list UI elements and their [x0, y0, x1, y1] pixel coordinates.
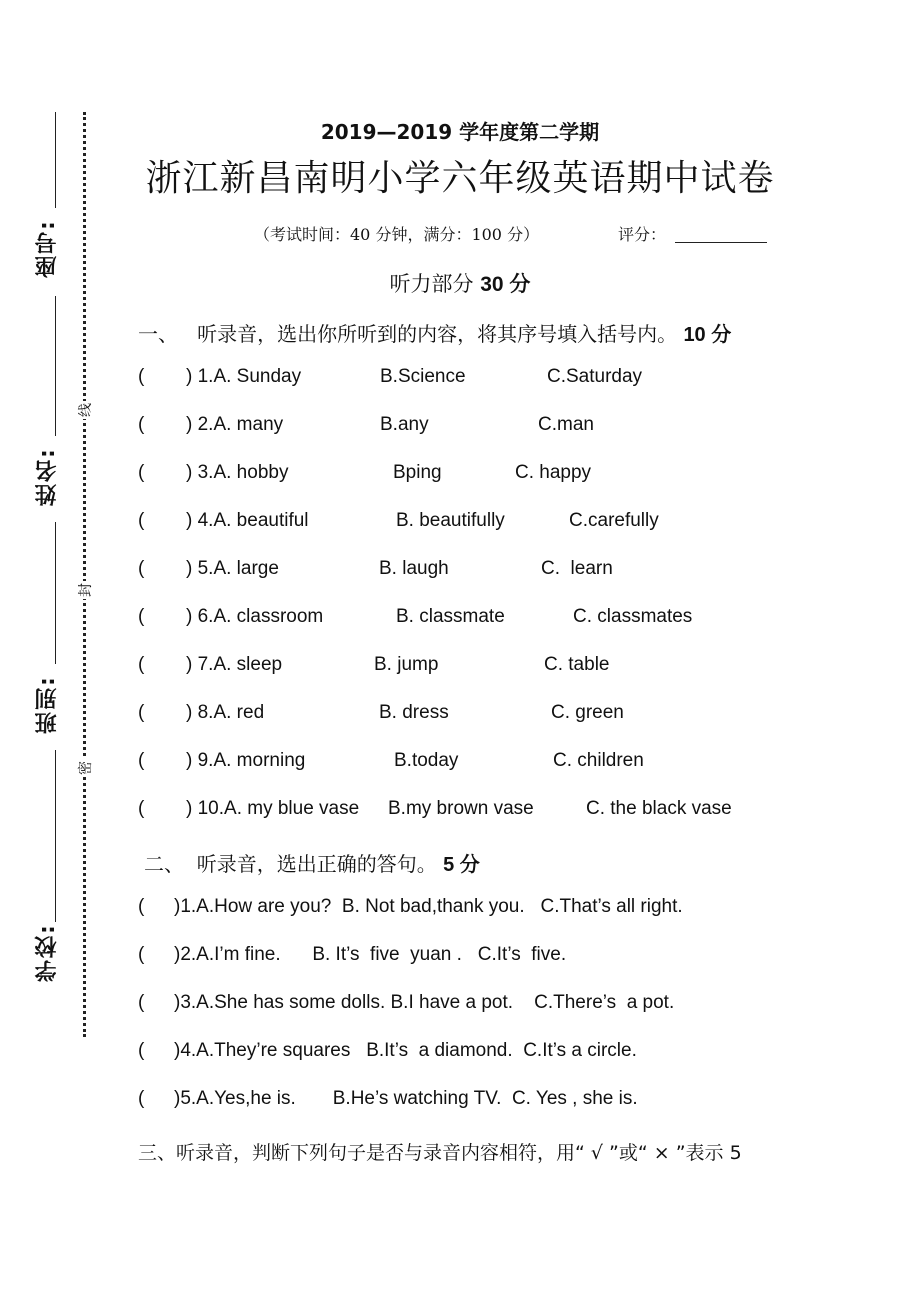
section1-heading-score: 10 分: [683, 324, 732, 346]
option-b: B. dress: [379, 702, 449, 723]
option-b: B. classmate: [396, 606, 505, 627]
answer-paren[interactable]: (: [138, 366, 145, 387]
option-a: ) 4.A. beautiful: [186, 510, 309, 531]
answer-paren[interactable]: (: [138, 944, 145, 965]
option-c: C. table: [544, 654, 610, 675]
part-title-text: 听力部分: [389, 272, 474, 296]
option-c: C.man: [538, 414, 594, 435]
option-b: B. jump: [374, 654, 439, 675]
question-text: )2.A.I’m fine. B. It’s five yuan . C.It’s five.: [174, 944, 567, 965]
score-label: 评分：: [618, 225, 667, 244]
question-text: )1.A.How are you? B. Not bad,thank you. C.That’s all right.: [174, 896, 683, 917]
answer-paren[interactable]: (: [138, 462, 145, 483]
option-c: C. learn: [541, 558, 613, 579]
option-c: C. children: [553, 750, 644, 771]
answer-paren[interactable]: (: [138, 414, 145, 435]
question-text: )3.A.She has some dolls. B.I have a pot. C.There’s a pot.: [174, 992, 675, 1013]
option-c: C. green: [551, 702, 624, 723]
option-a: ) 10.A. my blue vase: [186, 798, 360, 819]
name-line[interactable]: [55, 296, 56, 436]
option-a: ) 7.A. sleep: [186, 654, 283, 675]
class-label: 班别:: [35, 675, 60, 734]
answer-paren[interactable]: (: [138, 1088, 145, 1109]
option-c: C.carefully: [569, 510, 659, 531]
answer-paren[interactable]: (: [138, 702, 145, 723]
option-c: C. happy: [515, 462, 592, 483]
seal-char-xian: 线: [75, 401, 95, 419]
answer-paren[interactable]: (: [138, 750, 145, 771]
question-text: )5.A.Yes,he is. B.He’s watching TV. C. Yes , she is.: [174, 1088, 638, 1109]
section1-heading: [138, 318, 731, 347]
seat-number-label: 座号:: [35, 219, 60, 278]
answer-paren[interactable]: (: [138, 606, 145, 627]
name-label: 姓名:: [35, 447, 60, 506]
school-line[interactable]: [55, 750, 56, 922]
option-c: C. classmates: [573, 606, 693, 627]
option-b: Bping: [393, 462, 442, 483]
option-b: B. beautifully: [396, 510, 505, 531]
answer-paren[interactable]: (: [138, 992, 145, 1013]
exam-info: （考试时间：40 分钟，满分：100 分）: [254, 225, 540, 244]
class-line[interactable]: [55, 522, 56, 664]
score-blank[interactable]: [675, 242, 767, 243]
listening-part-title: [0, 268, 920, 298]
option-a: ) 6.A. classroom: [186, 606, 324, 627]
option-c: C. the black vase: [586, 798, 732, 819]
section2-heading-text: 二、 听录音，选出正确的答句。: [144, 852, 437, 876]
page-title: 浙江新昌南明小学六年级英语期中试卷: [145, 158, 775, 199]
school-year-line: 2019—2019 学年度第二学期: [320, 120, 600, 144]
answer-paren[interactable]: (: [138, 798, 145, 819]
option-b: B.any: [380, 414, 429, 435]
section2-heading: [144, 848, 480, 877]
option-a: ) 1.A. Sunday: [186, 366, 302, 387]
option-c: C.Saturday: [547, 366, 643, 387]
question-text: )4.A.They’re squares B.It’s a diamond. C.It’s a circle.: [174, 1040, 637, 1061]
seal-char-mi: 密: [75, 759, 95, 777]
part-title-score: 30 分: [480, 273, 531, 296]
option-b: B.Science: [380, 366, 466, 387]
option-b: B. laugh: [379, 558, 449, 579]
option-a: ) 5.A. large: [186, 558, 279, 579]
option-a: ) 2.A. many: [186, 414, 284, 435]
section2-heading-score: 5 分: [443, 854, 480, 876]
option-b: B.today: [394, 750, 459, 771]
section3-heading: 三、听录音，判断下列句子是否与录音内容相符，用“ √ ”或“ × ”表示 5: [138, 1142, 742, 1164]
seal-dotted-line: [83, 112, 86, 1037]
answer-paren[interactable]: (: [138, 510, 145, 531]
option-a: ) 9.A. morning: [186, 750, 306, 771]
option-a: ) 8.A. red: [186, 702, 265, 723]
option-b: B.my brown vase: [388, 798, 534, 819]
answer-paren[interactable]: (: [138, 896, 145, 917]
school-label: 学校:: [35, 923, 60, 982]
answer-paren[interactable]: (: [138, 558, 145, 579]
seal-char-feng: 封: [75, 581, 95, 599]
answer-paren[interactable]: (: [138, 654, 145, 675]
section1-heading-text: 一、 听录音，选出你所听到的内容，将其序号填入括号内。: [138, 322, 678, 346]
option-a: ) 3.A. hobby: [186, 462, 289, 483]
answer-paren[interactable]: (: [138, 1040, 145, 1061]
